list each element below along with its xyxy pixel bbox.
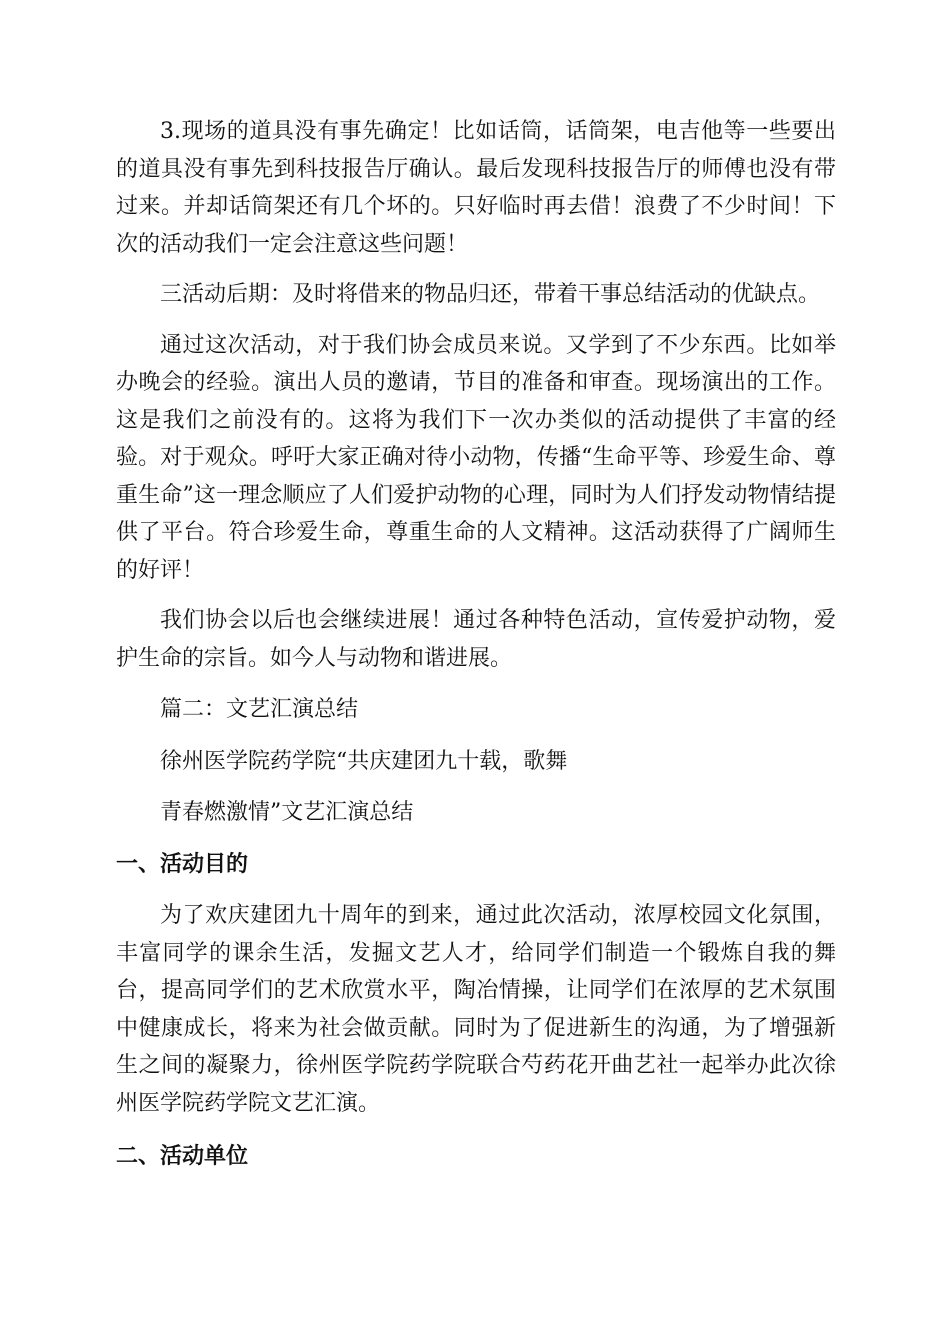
- spacer: [116, 1122, 836, 1138]
- paragraph-purpose: 为了欢庆建团九十周年的到来，通过此次活动，浓厚校园文化氛围，丰富同学的课余生活，发掘文艺人才，给同学们制造一个锻炼自我的舞台，提高同学们的艺术欣赏水平，陶冶情操，让同学们在浓厚的艺术氛围中健康成长，将来为社会做贡献。同时为了促进新生的沟通，为了增强新生之间的凝聚力，徐州医学院药学院联合芍药花开曲艺社一起举办此次徐州医学院药学院文艺汇演。: [116, 903, 836, 1116]
- section-label: 篇二：文艺汇演总结: [160, 697, 359, 722]
- spacer: [116, 883, 836, 897]
- spacer: [116, 832, 836, 846]
- paragraph-post-event: 三活动后期：及时将借来的物品归还，带着干事总结活动的优缺点。: [160, 282, 821, 307]
- document-title-line-2: 青春燃激情”文艺汇演总结: [160, 800, 414, 825]
- document-title-line-1: 徐州医学院药学院“共庆建团九十载，歌舞: [160, 748, 568, 774]
- paragraph-reflection: 通过这次活动，对于我们协会成员来说。又学到了不少东西。比如举办晚会的经验。演出人员的邀请，节目的准备和审查。现场演出的工作。这是我们之前没有的。这将为我们下一次办类似的活动提供了丰富的经验。对于观众。呼吁大家正确对待小动物，传播“生命平等、珍爱生命、尊重生命”这一理念顺应了人们爱护动物的心理，同时为人们抒发动物情结提供了平台。符合珍爱生命，尊重生命的人文精神。这活动获得了广阔师生的好评！: [116, 332, 836, 583]
- document-body: [116, 113, 836, 1176]
- paragraph-future: 我们协会以后也会继续进展！通过各种特色活动，宣传爱护动物，爱护生命的宗旨。如今人与动物和谐进展。: [116, 608, 836, 671]
- paragraph-props-issue: 3.现场的道具没有事先确定！比如话筒，话筒架，电吉他等一些要出的道具没有事先到科技报告厅确认。最后发现科技报告厅的师傅也没有带过来。并却话筒架还有几个坏的。只好临时再去借！浪费了不少时间！下次的活动我们一定会注意这些问题！: [116, 119, 836, 257]
- spacer: [116, 729, 836, 743]
- spacer: [116, 677, 836, 691]
- heading-activity-units: 二、活动单位: [116, 1144, 249, 1169]
- spacer: [116, 780, 836, 794]
- heading-activity-purpose: 一、活动目的: [116, 851, 249, 877]
